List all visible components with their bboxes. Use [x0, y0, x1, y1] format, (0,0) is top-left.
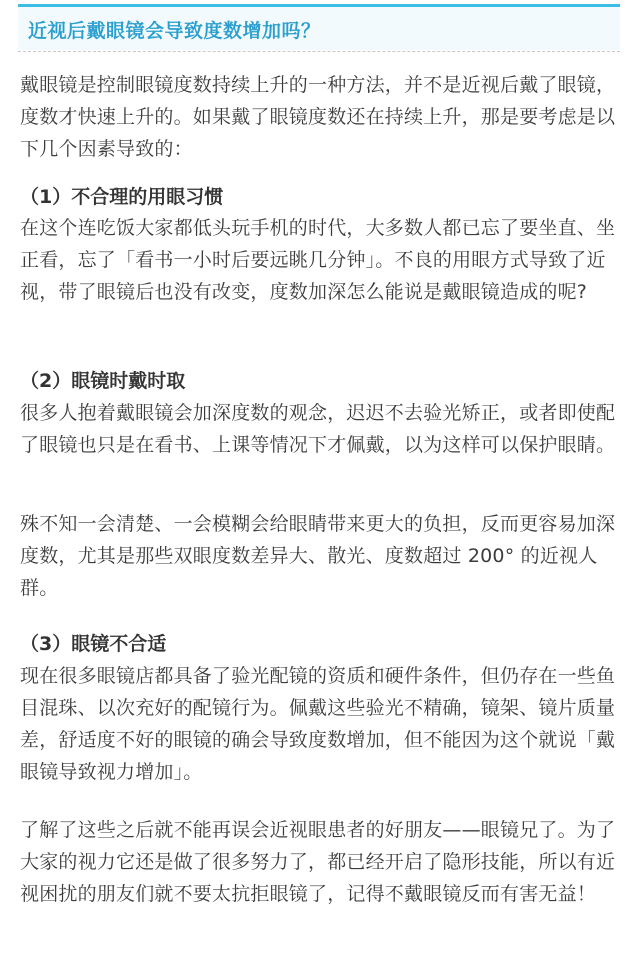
section-3-paragraph: 现在很多眼镜店都具备了验光配镜的资质和硬件条件，但仍存在一些鱼目混珠、以次充好的配镜行为。佩戴这些验光不精确，镜架、镜片质量差，舒适度不好的眼镜的确会导致度数增加，但不能因为这个就说「戴眼镜导致视力增加」。 — [20, 665, 616, 783]
section-2-paragraph-1: 很多人抱着戴眼镜会加深度数的观念，迟迟不去验光矫正，或者即使配了眼镜也只是在看书、上课等情况下才佩戴，以为这样可以保护眼睛。 — [20, 402, 616, 456]
title-banner — [18, 4, 620, 50]
section-2-paragraph-2: 殊不知一会清楚、一会模糊会给眼睛带来更大的负担，反而更容易加深度数，尤其是那些双眼度数差异大、散光、度数超过 200° 的近视人群。 — [20, 513, 616, 599]
section-1-paragraph: 在这个连吃饭大家都低头玩手机的时代，大多数人都已忘了要坐直、坐正看，忘了「看书一小时后要远眺几分钟」。不良的用眼方式导致了近视，带了眼镜后也没有改变，度数加深怎么能说是戴眼镜造成的呢? — [20, 217, 616, 303]
intro-paragraph: 戴眼镜是控制眼镜度数持续上升的一种方法，并不是近视后戴了眼镜，度数才快速上升的。如果戴了眼镜度数还在持续上升，那是要考虑是以下几个因素导致的： — [20, 74, 616, 160]
section-1-heading: （1）不合理的用眼习惯 — [20, 186, 224, 208]
section-2-heading: （2）眼镜时戴时取 — [20, 370, 186, 392]
section-3-heading: （3）眼镜不合适 — [20, 633, 167, 655]
conclusion-paragraph: 了解了这些之后就不能再误会近视眼患者的好朋友——眼镜兄了。为了大家的视力它还是做了很多努力了，都已经开启了隐形技能，所以有近视困扰的朋友们就不要太抗拒眼镜了，记得不戴眼镜反而有害无益！ — [20, 819, 616, 905]
article-title: 近视后戴眼镜会导致度数增加吗？ — [28, 20, 321, 42]
